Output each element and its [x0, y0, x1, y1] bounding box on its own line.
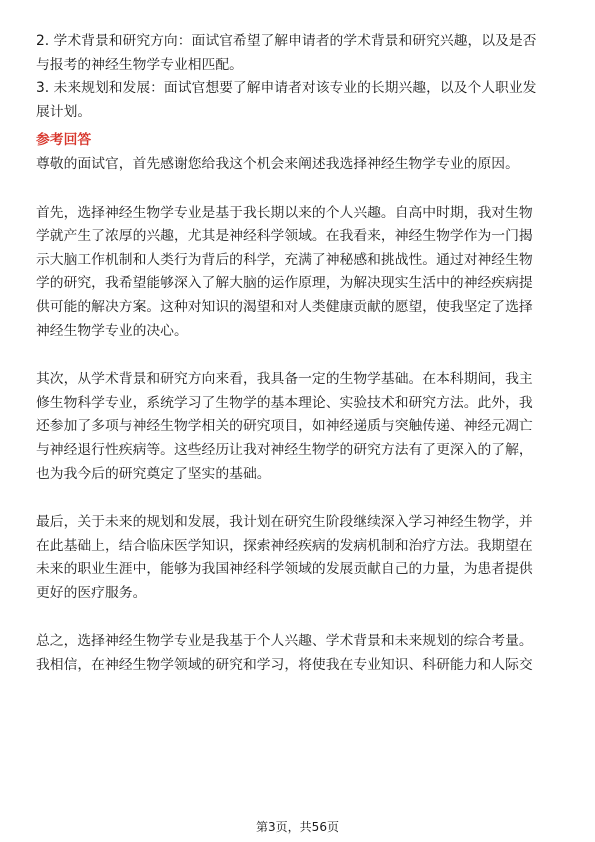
text-line: 首先，选择神经生物学专业是基于我长期以来的个人兴趣。自高中时期，我对生物	[36, 204, 533, 221]
text-line: 我相信，在神经生物学领域的研究和学习，将使我在专业知识、科研能力和人际交	[36, 657, 533, 674]
text-line: 在此基础上，结合临床医学知识，探索神经疾病的发病机制和治疗方法。我期望在	[36, 537, 533, 554]
paragraph	[36, 202, 560, 344]
text-line: 更好的医疗服务。	[36, 584, 147, 601]
paragraph	[36, 368, 560, 486]
question-list	[36, 30, 560, 124]
text-line: 2. 学术背景和研究方向：面试官希望了解申请者的学术背景和研究兴趣，以及是否	[36, 33, 537, 49]
text-line: 最后，关于未来的规划和发展，我计划在研究生阶段继续深入学习神经生物学，并	[36, 514, 533, 531]
list-item	[36, 30, 560, 77]
text-line: 供可能的解决方案。这种对知识的渴望和对人类健康贡献的愿望，使我坚定了选择	[36, 298, 533, 315]
text-line: 修生物科学专业，系统学习了生物学的基本理论、实验技术和研究方法。此外，我	[36, 394, 533, 411]
text-line: 与报考的神经生物学专业相匹配。	[36, 56, 243, 73]
text-line: 与神经退行性疾病等。这些经历让我对神经生物学的研究方法有了更深入的了解，	[36, 441, 533, 458]
text-line: 还参加了多项与神经生物学相关的研究项目，如神经递质与突触传递、神经元凋亡	[36, 418, 533, 435]
text-line: 其次，从学术背景和研究方向来看，我具备一定的生物学基础。在本科期间，我主	[36, 371, 533, 388]
document-body	[36, 30, 560, 678]
text-line: 也为我今后的研究奠定了坚实的基础。	[36, 465, 271, 482]
text-line: 示大脑工作机制和人类行为背后的科学，充满了神秘感和挑战性。通过对神经生物	[36, 251, 533, 268]
text-line: 学的研究，我希望能够深入了解大脑的运作原理，为解决现实生活中的神经疾病提	[36, 275, 533, 292]
text-line: 3. 未来规划和发展：面试官想要了解申请者对该专业的长期兴趣，以及个人职业发	[36, 80, 537, 97]
list-item	[36, 77, 560, 124]
text-line: 神经生物学专业的决心。	[36, 322, 188, 339]
text-line: 未来的职业生涯中，能够为我国神经科学领域的发展贡献自己的力量，为患者提供	[36, 561, 533, 578]
text-line: 展计划。	[36, 103, 92, 120]
answer-heading: 参考回答	[36, 132, 92, 149]
paragraph	[36, 153, 560, 177]
page-number: 第3页，共56页	[256, 820, 339, 834]
text-line: 学就产生了浓厚的兴趣，尤其是神经科学领域。在我看来，神经生物学作为一门揭	[36, 228, 533, 245]
text-line: 尊敬的面试官，首先感谢您给我这个机会来阐述我选择神经生物学专业的原因。	[36, 155, 519, 172]
paragraph	[36, 511, 560, 605]
paragraph	[36, 630, 560, 677]
text-line: 总之，选择神经生物学专业是我基于个人兴趣、学术背景和未来规划的综合考量。	[36, 633, 533, 650]
